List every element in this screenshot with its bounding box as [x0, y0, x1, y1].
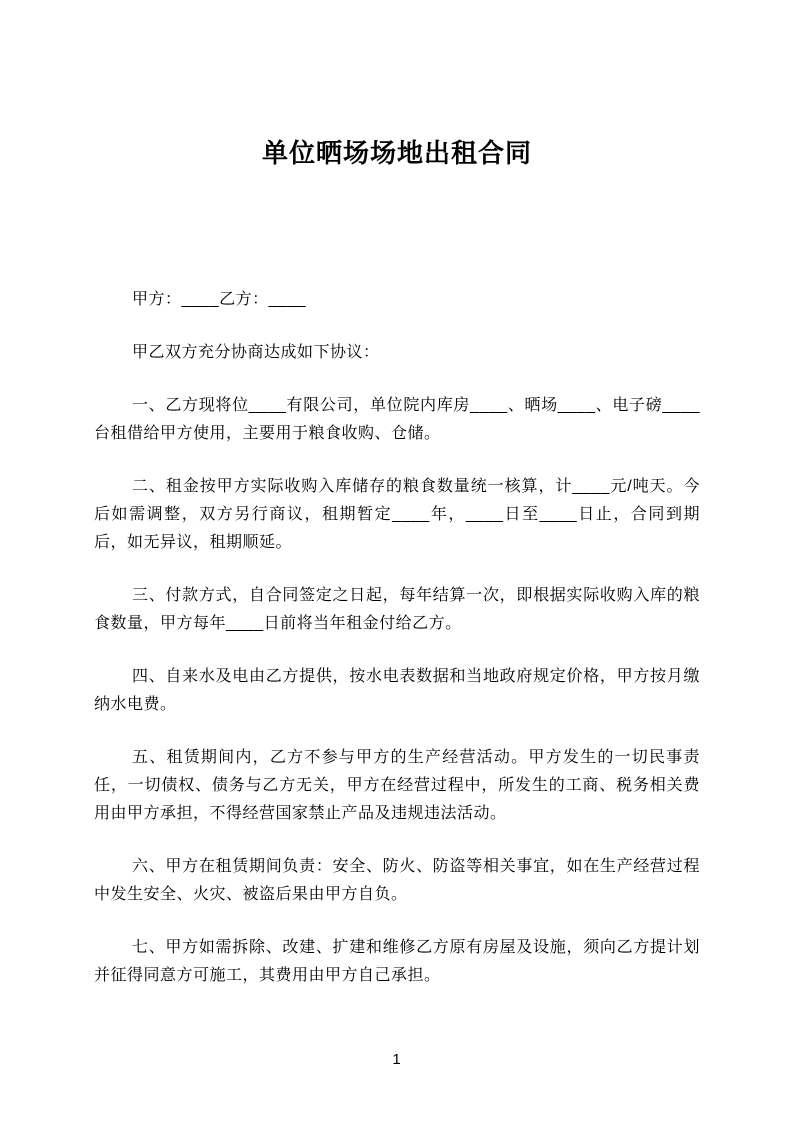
clause-2: 二、租金按甲方实际收购入库储存的粮食数量统一核算，计____元/吨天。今后如需调整，双方另行商议，租期暂定____年，____日至____日止，合同到期后，如无异议，租期顺延。 [94, 478, 700, 551]
clause-7: 七、甲方如需拆除、改建、扩建和维修乙方原有房屋及设施，须向乙方提计划并征得同意方可施工，其费用由甲方自己承担。 [94, 939, 700, 984]
parties-line: 甲方：____乙方：____ [132, 291, 307, 308]
clause-3: 三、付款方式，自合同签定之日起，每年结算一次，即根据实际收购入库的粮食数量，甲方每年____日前将当年租金付给乙方。 [94, 587, 700, 632]
clause-1: 一、乙方现将位____有限公司，单位院内库房____、晒场____、电子磅____台租借给甲方使用，主要用于粮食收购、仓储。 [94, 397, 700, 442]
clause-4: 四、自来水及电由乙方提供，按水电表数据和当地政府规定价格，甲方按月缴纳水电费。 [94, 668, 700, 713]
clause-5: 五、租赁期间内，乙方不参与甲方的生产经营活动。甲方发生的一切民事责任，一切债权、债务与乙方无关，甲方在经营过程中，所发生的工商、税务相关费用由甲方承担，不得经营国家禁止产品及违规违法活动。 [94, 749, 700, 822]
document-title: 单位晒场场地出租合同 [261, 138, 532, 168]
page-number: 1 [392, 1051, 401, 1068]
agreement-intro-line: 甲乙双方充分协商达成如下协议： [132, 344, 380, 361]
clause-6: 六、甲方在租赁期间负责：安全、防火、防盗等相关事宜，如在生产经营过程中发生安全、火灾、被盗后果由甲方自负。 [94, 858, 700, 903]
